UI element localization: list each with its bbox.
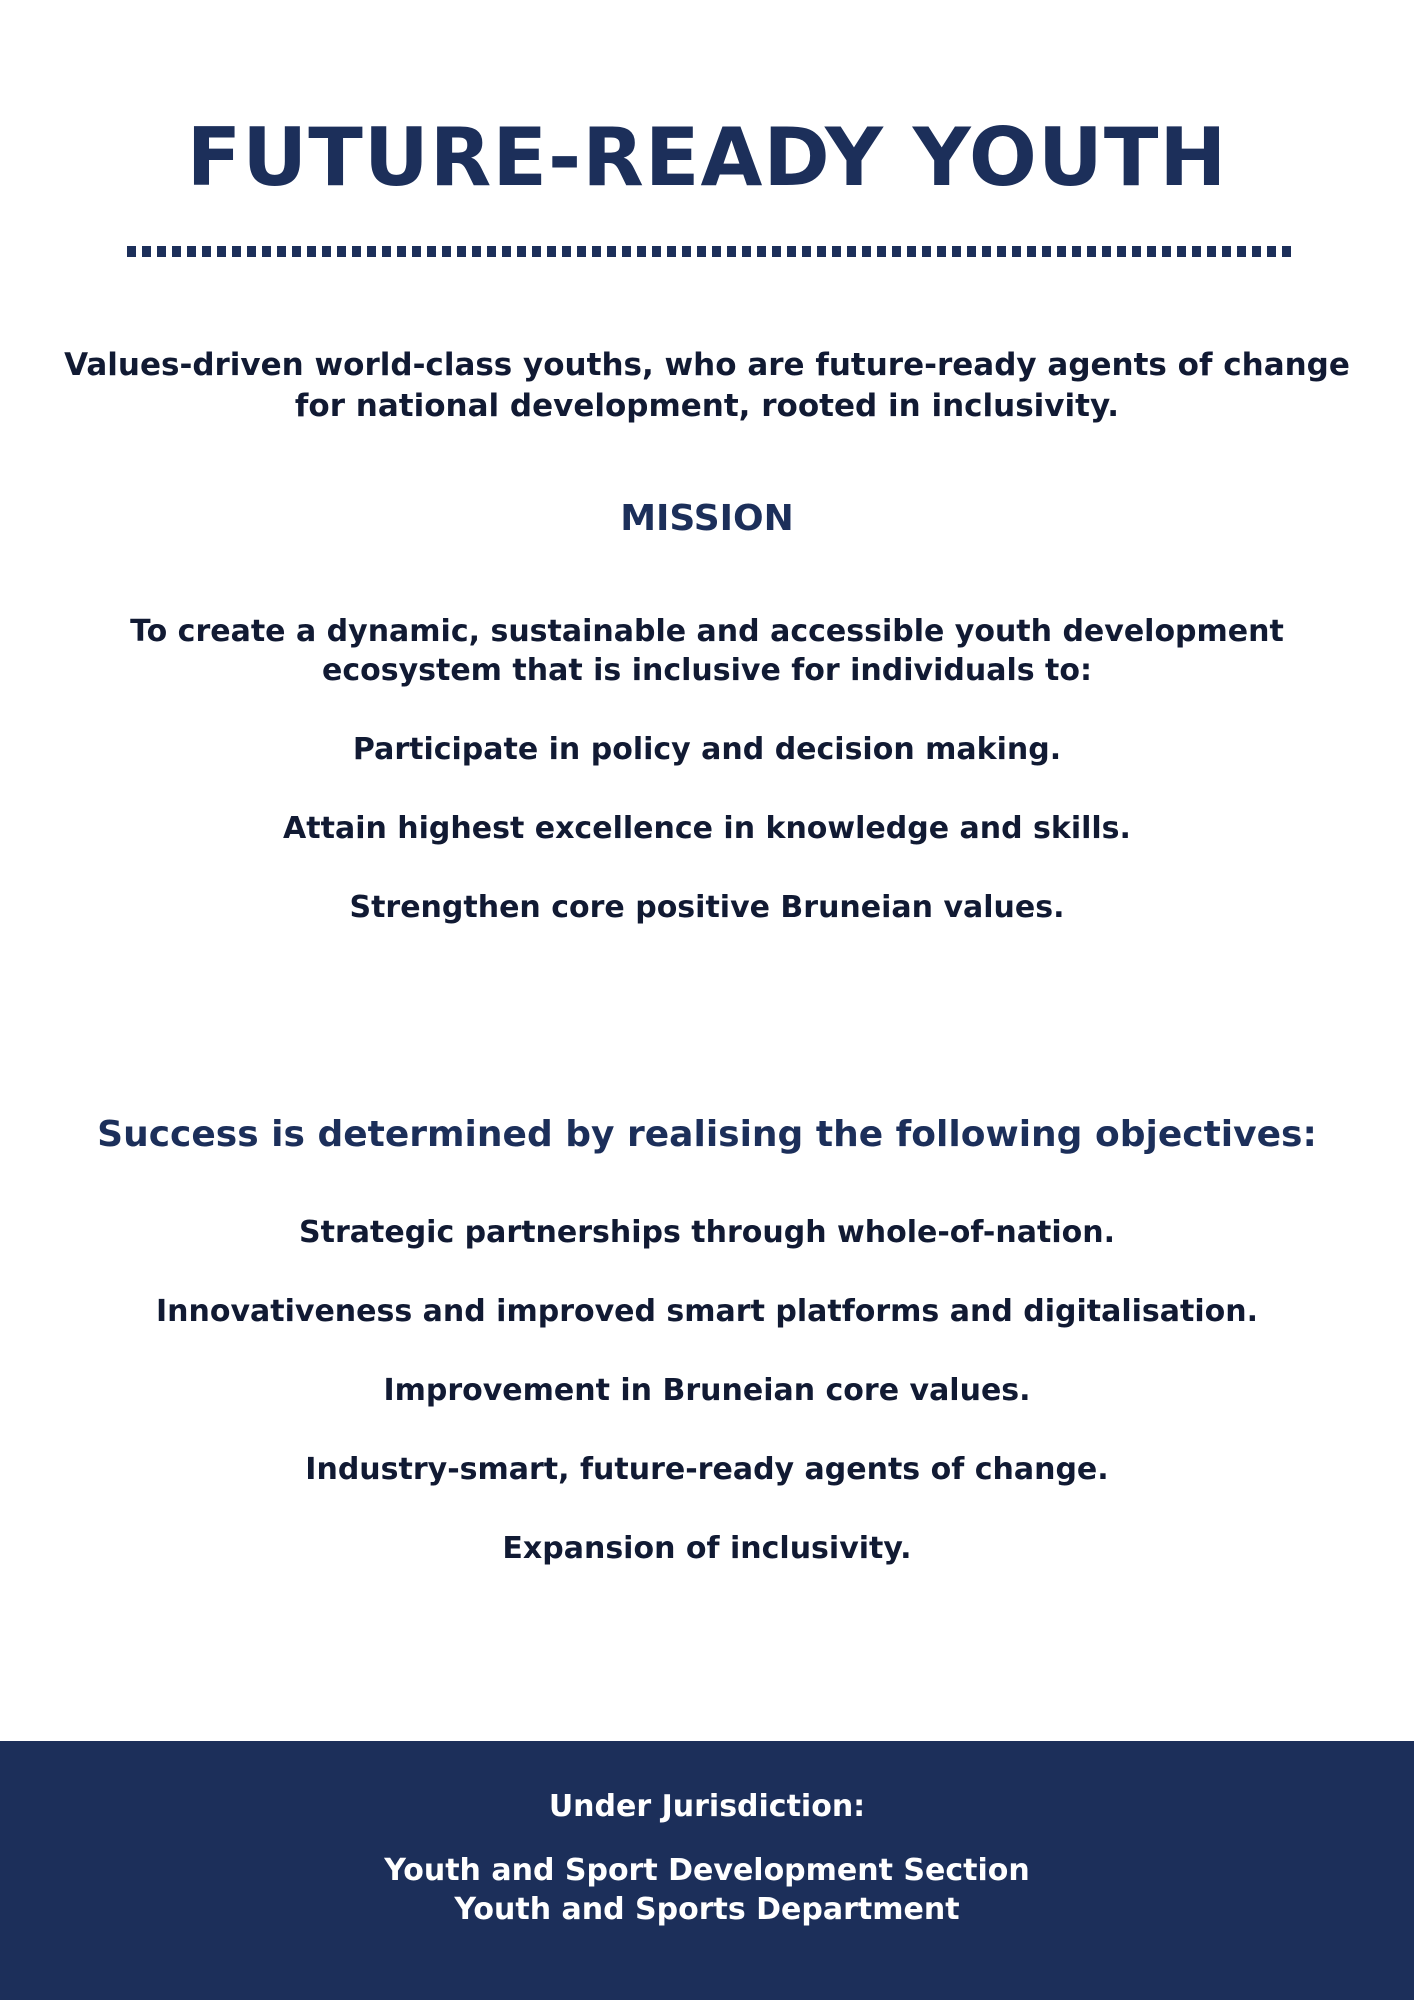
dotted-divider [127,246,1297,257]
objective-points [0,1213,1414,1608]
objective-item: Innovativeness and improved smart platforms and digitalisation. [155,1294,1259,1329]
mission-point: Participate in policy and decision making. [352,732,1062,767]
mission-point: Strengthen core positive Bruneian values. [349,890,1065,925]
page-title: FUTURE-READY YOUTH [186,111,1228,204]
objective-item: Improvement in Bruneian core values. [383,1373,1031,1408]
footer-department-name: Youth and Sports Department [454,1892,960,1927]
mission-list [0,730,1414,928]
mission-points [0,730,1414,967]
mission-heading: MISSION [620,498,794,539]
objective-item: Strategic partnerships through whole-of-nation. [299,1215,1115,1250]
vision-statement: Values-driven world-class youths, who are future-ready agents of change for national development, rooted in inclusivity. [64,347,1350,424]
objectives-heading: Success is determined by realising the following objectives: [97,1114,1317,1155]
objective-list [0,1213,1414,1569]
footer-jurisdiction-label: Under Jurisdiction: [548,1789,866,1824]
footer-banner [0,1741,1414,2000]
objective-item: Industry-smart, future-ready agents of change. [305,1452,1109,1487]
mission-intro: To create a dynamic, sustainable and accessible youth development ecosystem that is inclusive for individuals to: [130,614,1284,688]
objective-item: Expansion of inclusivity. [502,1531,912,1566]
footer-section-name: Youth and Sport Development Section [384,1853,1030,1888]
mission-point: Attain highest excellence in knowledge and skills. [283,811,1131,846]
